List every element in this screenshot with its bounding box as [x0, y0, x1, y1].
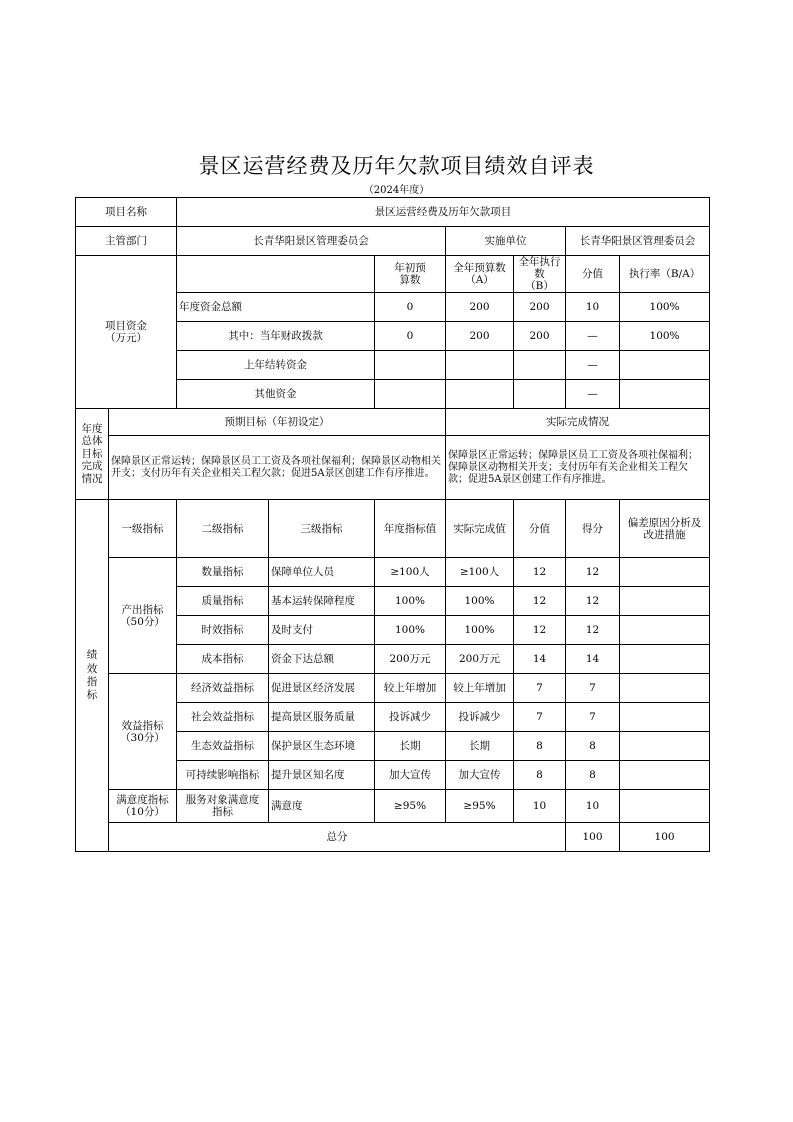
goals-header-row — [76, 409, 710, 436]
indicator-l2: 服务对象满意度 指标 — [177, 790, 269, 823]
indicator-section-label: 绩效指标 — [76, 500, 109, 852]
funds-header-score: 分值 — [566, 256, 620, 293]
funds-label-line2: （万元） — [105, 332, 147, 345]
funds-row-rate: 100% — [620, 322, 710, 351]
funds-row-annual: 200 — [446, 322, 514, 351]
indicator-actual: 200万元 — [446, 645, 514, 674]
funds-row-exec: 200 — [514, 293, 566, 322]
indicator-actual: 投诉减少 — [446, 703, 514, 732]
indicator-l3: 基本运转保障程度 — [269, 587, 375, 616]
indicator-header-remark: 偏差原因分析及 改进措施 — [620, 500, 710, 558]
funds-row-exec — [514, 351, 566, 380]
actual-result-text: 保障景区正常运转；保障景区员工工资及各项社保福利；保障景区动物相关开支；支付历年有关企业相关工程欠款；促进5A景区创建工作有序推进。 — [446, 436, 710, 500]
indicator-actual: ≥95% — [446, 790, 514, 823]
indicator-remark — [620, 703, 710, 732]
indicator-got: 12 — [566, 587, 620, 616]
self-evaluation-table — [75, 197, 710, 852]
indicator-score: 14 — [514, 645, 566, 674]
indicator-target: 200万元 — [375, 645, 446, 674]
indicator-target: 100% — [375, 587, 446, 616]
indicator-l3: 资金下达总额 — [269, 645, 375, 674]
indicator-l2: 可持续影响指标 — [177, 761, 269, 790]
indicator-header-got: 得分 — [566, 500, 620, 558]
funds-row-rate — [620, 351, 710, 380]
funds-label-line1: 项目资金 — [105, 320, 147, 333]
funds-row-initial — [375, 380, 446, 409]
indicator-header-l3: 三级指标 — [269, 500, 375, 558]
expected-goal-header: 预期目标（年初设定） — [109, 409, 446, 436]
indicator-got: 12 — [566, 558, 620, 587]
goals-section-label: 年度总体目标完成情况 — [76, 409, 109, 500]
funds-row-label: 年度资金总额 — [177, 293, 375, 322]
indicator-score: 12 — [514, 558, 566, 587]
indicator-l2: 质量指标 — [177, 587, 269, 616]
indicator-score: 8 — [514, 761, 566, 790]
indicator-got: 7 — [566, 674, 620, 703]
indicator-remark — [620, 616, 710, 645]
department-row — [76, 227, 710, 256]
indicator-target: 100% — [375, 616, 446, 645]
indicator-actual: ≥100人 — [446, 558, 514, 587]
funds-row-annual — [446, 351, 514, 380]
indicator-l2: 数量指标 — [177, 558, 269, 587]
funds-header-rate: 执行率（B/A） — [620, 256, 710, 293]
indicator-header-target: 年度指标值 — [375, 500, 446, 558]
funds-row-annual: 200 — [446, 293, 514, 322]
funds-row-initial: 0 — [375, 293, 446, 322]
funds-header-initial: 年初预 算数 — [375, 256, 446, 293]
indicator-remark — [620, 790, 710, 823]
indicator-l2: 社会效益指标 — [177, 703, 269, 732]
indicator-actual: 100% — [446, 587, 514, 616]
funds-section-label — [76, 256, 177, 409]
indicator-got: 12 — [566, 616, 620, 645]
funds-row-label: 其他资金 — [177, 380, 375, 409]
funds-row-annual — [446, 380, 514, 409]
dept-value: 长青华阳景区管理委员会 — [177, 227, 446, 256]
impl-label: 实施单位 — [446, 227, 566, 256]
indicator-got: 7 — [566, 703, 620, 732]
indicator-target: 投诉减少 — [375, 703, 446, 732]
funds-header-row — [76, 256, 710, 293]
indicator-remark — [620, 674, 710, 703]
funds-row-score: — — [566, 322, 620, 351]
indicator-l2: 经济效益指标 — [177, 674, 269, 703]
indicator-row — [76, 674, 710, 703]
indicator-l3: 保障单位人员 — [269, 558, 375, 587]
indicator-l3: 提升景区知名度 — [269, 761, 375, 790]
funds-row-label: 上年结转资金 — [177, 351, 375, 380]
goals-content-row — [76, 436, 710, 500]
funds-row-score: — — [566, 380, 620, 409]
indicator-score: 10 — [514, 790, 566, 823]
indicator-header-l1: 一级指标 — [109, 500, 177, 558]
indicator-target: 较上年增加 — [375, 674, 446, 703]
funds-row-score: 10 — [566, 293, 620, 322]
indicator-header-l2: 二级指标 — [177, 500, 269, 558]
indicator-score: 7 — [514, 674, 566, 703]
funds-row-label: 其中：当年财政拨款 — [177, 322, 375, 351]
satisfaction-row — [76, 790, 710, 823]
satisfaction-indicator-label: 满意度指标 （10分） — [109, 790, 177, 823]
indicator-actual: 100% — [446, 616, 514, 645]
indicator-l2: 生态效益指标 — [177, 732, 269, 761]
funds-row-exec — [514, 380, 566, 409]
indicator-header-score: 分值 — [514, 500, 566, 558]
indicator-remark — [620, 558, 710, 587]
indicator-l2: 成本指标 — [177, 645, 269, 674]
indicator-actual: 长期 — [446, 732, 514, 761]
indicator-remark — [620, 761, 710, 790]
indicator-header-row — [76, 500, 710, 558]
dept-label: 主管部门 — [76, 227, 177, 256]
funds-row-exec: 200 — [514, 322, 566, 351]
indicator-remark — [620, 645, 710, 674]
indicator-l3: 保护景区生态环境 — [269, 732, 375, 761]
indicator-got: 8 — [566, 761, 620, 790]
indicator-l3: 促进景区经济发展 — [269, 674, 375, 703]
indicator-target: 长期 — [375, 732, 446, 761]
total-got: 100 — [620, 823, 710, 852]
funds-header-annual: 全年预算数 （A） — [446, 256, 514, 293]
project-name-value: 景区运营经费及历年欠款项目 — [177, 198, 710, 227]
funds-row-rate: 100% — [620, 293, 710, 322]
indicator-got: 14 — [566, 645, 620, 674]
indicator-remark — [620, 732, 710, 761]
funds-header-blank — [177, 256, 375, 293]
funds-row-rate — [620, 380, 710, 409]
indicator-got: 10 — [566, 790, 620, 823]
impl-value: 长青华阳景区管理委员会 — [566, 227, 710, 256]
indicator-actual: 较上年增加 — [446, 674, 514, 703]
actual-result-header: 实际完成情况 — [446, 409, 710, 436]
indicator-got: 8 — [566, 732, 620, 761]
indicator-score: 8 — [514, 732, 566, 761]
indicator-l3: 满意度 — [269, 790, 375, 823]
indicator-target: ≥95% — [375, 790, 446, 823]
report-year: （2024年度） — [363, 185, 430, 196]
indicator-score: 7 — [514, 703, 566, 732]
indicator-actual: 加大宣传 — [446, 761, 514, 790]
funds-row-score: — — [566, 351, 620, 380]
indicator-header-actual: 实际完成值 — [446, 500, 514, 558]
total-label: 总分 — [109, 823, 566, 852]
indicator-l2: 时效指标 — [177, 616, 269, 645]
funds-row-initial: 0 — [375, 322, 446, 351]
page-title: 景区运营经费及历年欠款项目绩效自评表 — [198, 154, 595, 178]
indicator-score: 12 — [514, 616, 566, 645]
effect-indicator-label: 效益指标 （30分） — [109, 674, 177, 790]
funds-header-exec: 全年执行数 （B） — [514, 256, 566, 293]
total-score: 100 — [566, 823, 620, 852]
indicator-remark — [620, 587, 710, 616]
project-name-row — [76, 198, 710, 227]
indicator-score: 12 — [514, 587, 566, 616]
expected-goal-text: 保障景区正常运转；保障景区员工工资及各项社保福利；保障景区动物相关开支；支付历年有关企业相关工程欠款；促进5A景区创建工作有序推进。 — [109, 436, 446, 500]
indicator-l3: 提高景区服务质量 — [269, 703, 375, 732]
indicator-target: 加大宣传 — [375, 761, 446, 790]
indicator-target: ≥100人 — [375, 558, 446, 587]
total-row — [76, 823, 710, 852]
indicator-l3: 及时支付 — [269, 616, 375, 645]
project-name-label: 项目名称 — [76, 198, 177, 227]
indicator-row — [76, 558, 710, 587]
funds-row-initial — [375, 351, 446, 380]
output-indicator-label: 产出指标 （50分） — [109, 558, 177, 674]
